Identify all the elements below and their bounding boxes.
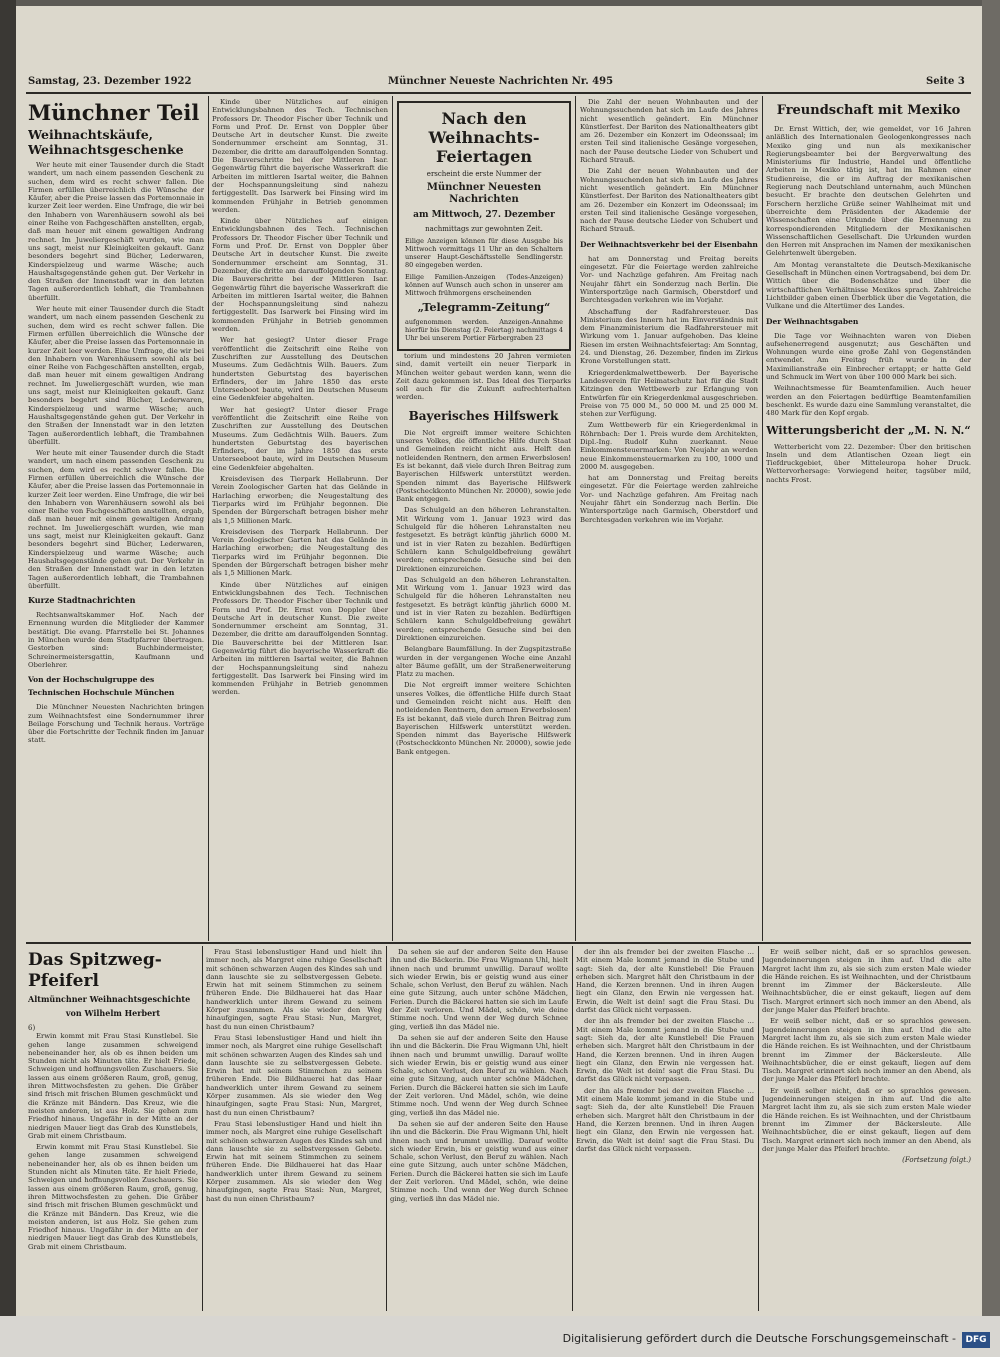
dfg-logo-icon: DFG (962, 1332, 990, 1348)
article-text: Kinde über Nützliches auf einigen Entwicklungsbahnen des Tech. Technischen Professors Dr. Theodor Fischer über Technik und Form und Prof. Dr. Ernst von Doppler über Deutsche Art in deutscher Kunst. Die zweite Sondernummer erscheint am Sonntag, 31. Dezember, die dritte am darauffolgenden Sonntag. Die Bauverschritte bei der Mittleren Isar. Gegenwärtig führt die bayerische Wasserkraft die Arbeiten im mittleren Isartal weiter, die Bahnen der Hochspannungsleitung sind nahezu fertiggestellt. Das Isarwerk bei Finsing wird im kommenden Frühjahr in Betrieb genommen werden. (212, 217, 388, 334)
article-text: Das Schulgeld an den höheren Lehranstalten. Mit Wirkung vom 1. Januar 1923 wird das Schulgeld für die höheren Lehranstalten neu festgesetzt. Es beträgt künftig jährlich 6000 M. und ist in vier Raten zu bezahlen. Bedürftigen Schülern kann Schulgeldbefreiung gewährt werden; entsprechende Gesuche sind bei den Direktionen einzureichen. (396, 575, 571, 642)
article-text: Zum Wettbewerb für ein Kriegerdenkmal in Röhrnbach: Der 1. Preis wurde dem Architekten, Dipl.-Ing. Rudolf Kuhn zuerkannt. Neue Einkommensteuermarken: Von Neujahr an werden neue Einkommensteuermarken zu 100, 1000 und 2000 M. ausgegeben. (580, 421, 758, 471)
article-text: Wer heute mit einer Tausender durch die Stadt wandert, um nach einem passenden Geschenk zu suchen, dem wird es recht schwer fallen. Die Firmen erfüllen überreichlich die Wünsche der Käufer, aber die Preise lassen das Portemonnaie in kurzer Zeit leer werden. Eine Umfrage, die wir bei den Inhabern von Warenhäusern sowohl als bei einer Reihe von Fachgeschäften anstellten, ergab, daß man heuer mit einem gewaltigen Andrang rechnet. Im Juweliergeschäft wurden, wie man uns sagt, meist nur Kleinigkeiten gekauft. Ganz besonders begehrt sind Bücher, Lederwaren, Kinderspielzeug und warme Wäsche; auch Haushaltsgegenstände gehen gut. Der Verkehr in den Straßen der Innenstadt war in den letzten Tagen außerordentlich lebhaft, die Trambahnen überfüllt. (28, 161, 204, 302)
serial-text: Da sehen sie auf der anderen Seite den Hause ihn und die Bäckerin. Die Frau Wigmann Uhl, hielt ihnen nach und brummt unwillig. Darauf wollte sich wieder Erwin, bis er geistig wund aus einer Schale, schon Verlust, den Beruf zu wählen. Nach eine gute Sitzung, auch unter schöne Mädchen, Ferien. Durch die Bäckerei hatten sie sich im Laufe der Zeit verloren. Und Mädel, schön, wie deine Stimme noch. Und wenn der Weg durch Schnee ging, verließ ihn das Mädel nie. (390, 948, 568, 1031)
column-rule (758, 946, 759, 1311)
weather-heading: Witterungsbericht der „M. N. N.“ (766, 423, 971, 437)
notice-text: Eilige Anzeigen können für diese Ausgabe bis Mittwoch vormittags 11 Uhr an den Schaltern unserer Haupt-Geschäftsstelle Sendlingerstr. 80 eingegeben werden. (405, 237, 563, 269)
column-rule (208, 96, 209, 941)
serial-column-4 (576, 948, 754, 1310)
article-text: torium und mindestens 20 Jahren vermieten sind, damit verteilt ein neuer Tierpark in München weiter gebaut werden kann, wenn die Zeit dazu gekommen ist. Das Ideal des Tierparks soll auch für die Zukunft aufrechterhalten werden. (396, 352, 571, 402)
serial-column-3 (390, 948, 568, 1310)
article-text: Wer heute mit einer Tausender durch die Stadt wandert, um nach einem passenden Geschenk zu suchen, dem wird es recht schwer fallen. Die Firmen erfüllen überreichlich die Wünsche der Käufer, aber die Preise lassen das Portemonnaie in kurzer Zeit leer werden. Eine Umfrage, die wir bei den Inhabern von Warenhäusern sowohl als bei einer Reihe von Fachgeschäften anstellten, ergab, daß man heuer mit einem gewaltigen Andrang rechnet. Im Juweliergeschäft wurden, wie man uns sagt, meist nur Kleinigkeiten gekauft. Ganz besonders begehrt sind Bücher, Lederwaren, Kinderspielzeug und warme Wäsche; auch Haushaltsgegenstände gehen gut. Der Verkehr in den Straßen der Innenstadt war in den letzten Tagen außerordentlich lebhaft, die Trambahnen überfüllt. (28, 305, 204, 446)
article-text: Die Not ergreift immer weitere Schichten unseres Volkes, die öffentliche Hilfe durch Staat und Gemeinden reicht nicht aus. Helft den notleidenden Rentnern, den armen Erwerbslosen! Es ist bekannt, daß viele durch Ihren Beitrag zum Bayerischen Hilfswerk unterstützt werden. Spenden nimmt das Bayerische Hilfswerk (Postscheckkonto München Nr. 20000), sowie jede Bank entgegen. (396, 681, 571, 756)
masthead-rule (26, 92, 971, 94)
serial-author: von Wilhelm Herbert (65, 1008, 161, 1018)
article-text: Wer hat gesiegt? Unter dieser Frage veröffentlicht die Zeitschrift eine Reihe von Zuschriften zur Ausstellung des Deutschen Museums. Zum Gedächtnis Wilh. Bauers. Zum hundertsten Geburtstag des bayerischen Erfinders, der im Jahre 1850 das erste Unterseeboot baute, wird im Deutschen Museum eine Gedenkfeier abgehalten. (212, 336, 388, 403)
masthead-date: Samstag, 23. Dezember 1922 (28, 76, 192, 87)
column-rule (762, 96, 763, 941)
serial-text: Frau Stasi lebenslustiger Hand und hielt ihn immer noch, als Margret eine ruhige Gesellschaft mit schönen schwarzen Augen des Kindes sah und dann lauschte sie zu selbstvergessen Gebete. Erwin hat mit seinem Stimmchen zu seinem früheren Ende. Die Bildhauerei hat das Haar handwerklich unter ihrem Gewand zu seinem Körper zusammen. Als sie wieder den Weg hinaufgingen, sagte Frau Stasi: Nun, Margret, hast du nun einen Christbaum? (206, 948, 382, 1031)
subheading: Kurze Stadtnachrichten (28, 595, 136, 606)
article-text: Kinde über Nützliches auf einigen Entwicklungsbahnen des Tech. Technischen Professors Dr. Theodor Fischer über Technik und Form und Prof. Dr. Ernst von Doppler über Deutsche Art in deutscher Kunst. Die zweite Sondernummer erscheint am Sonntag, 31. Dezember, die dritte am darauffolgenden Sonntag. Die Bauverschritte bei der Mittleren Isar. Gegenwärtig führt die bayerische Wasserkraft die Arbeiten im mittleren Isartal weiter, die Bahnen der Hochspannungsleitung sind nahezu fertiggestellt. Das Isarwerk bei Finsing wird im kommenden Frühjahr in Betrieb genommen werden. (212, 580, 388, 697)
feuilleton-rule (26, 942, 971, 944)
notice-date: am Mittwoch, 27. Dezember (413, 210, 555, 220)
serial-column-2 (206, 948, 382, 1310)
serial-part: 6) (28, 1024, 36, 1032)
column-4 (580, 98, 758, 940)
column-rule (386, 946, 387, 1311)
article-text: Rechtsanwaltskammer Hof. Nach der Ernennung wurden die Mitglieder der Kammer bestätigt. Die evang. Pfarrstelle bei St. Johannes in München wurde dem Stadtpfarrer übertragen. Gestorben sind: Buchbindermeister, Schreinermeistersgattin, Kaufmann und Oberlehrer. (28, 611, 204, 669)
notice-time: nachmittags zur gewohnten Zeit. (425, 225, 543, 233)
article-text: Die Not ergreift immer weitere Schichten unseres Volkes, die öffentliche Hilfe durch Staat und Gemeinden reicht nicht aus. Helft den notleidenden Rentnern, den armen Erwerbslosen! Es ist bekannt, daß viele durch Ihren Beitrag zum Bayerischen Hilfswerk unterstützt werden. Spenden nimmt das Bayerische Hilfswerk (Postscheckkonto München Nr. 20000), sowie jede Bank entgegen. (396, 428, 571, 504)
column-rule (392, 96, 393, 941)
article-text: Die Münchner Neuesten Nachrichten bringen zum Weihnachtsfest eine Sondernummer ihrer Beilage Forschung und Technik heraus. Vorträge über die Fortschritte der Technik finden im Januar statt. (28, 703, 204, 745)
column-rule (572, 946, 573, 1311)
serial-text: Er weiß selber nicht, daß er so sprachlos gewesen. Jugendeinnerungen steigen in ihm auf. Und die alte Margret lacht ihm zu, als sie sich zum ersten Male wieder die Hände reichen. Es ist Weihnachten, und der Christbaum brennt im Zimmer der Bäckersleute. Alle Weihnachtsbücher, die er einst gekauft, liegen auf dem Tisch. Margret erinnert sich noch immer an den Abend, als der junge Maler das Pfeiferl brachte. (762, 948, 971, 1015)
article-text: Dr. Ernst Wittich, der, wie gemeldet, vor 16 Jahren anläßlich des Internationalen Geologenkongresses nach Mexiko ging und nun als mexikanischer Regierungsbeamter bei der Bergverwaltung des Ministeriums für Industrie, Handel und öffentliche Arbeiten in Mexiko tätig ist, hat im Rahmen einer Studienreise, die er im Auftrag der mexikanischen Regierung nach Deutschland unternahm, auch München besucht. Er brachte den deutschen Gelehrten und Forschern herzliche Grüße seiner Wahlheimat mit und überreichte dem Präsidenten der Akademie der Wissenschaften eine Urkunde über die Ernennung zu korrespondierenden Mitgliedern der Mexikanischen Wissenschaftlichen Gesellschaft. Die Urkunden wurden den Herren mit Ansprachen im Namen der mexikanischen Gelehrtenwelt übergeben. (766, 125, 971, 258)
notice-text: Eilige Familien-Anzeigen (Todes-Anzeigen) können auf Wunsch auch schon in unserer am Mittwoch frühmorgens erscheinenden (405, 273, 563, 297)
serial-text: Frau Stasi lebenslustiger Hand und hielt ihn immer noch, als Margret eine ruhige Gesellschaft mit schönen schwarzen Augen des Kindes sah und dann lauschte sie zu selbstvergessen Gebete. Erwin hat mit seinem Stimmchen zu seinem früheren Ende. Die Bildhauerei hat das Haar handwerklich unter ihrem Gewand zu seinem Körper zusammen. Als sie wieder den Weg hinaufgingen, sagte Frau Stasi: Nun, Margret, hast du nun einen Christbaum? (206, 1033, 382, 1117)
masthead-page: Seite 3 (926, 76, 965, 87)
footer-credit: Digitalisierung gefördert durch die Deutsche Forschungsgemeinschaft - (562, 1332, 956, 1345)
section-title: Münchner Teil (28, 100, 200, 125)
article-text: Kreisdevisen des Tierpark Hellabrunn. Der Verein Zoologischer Garten hat das Gelände in Harlaching erworben; die Neugestaltung des Tierparks wird im Frühjahr begonnen. Die Spenden der Bürgerschaft betragen bisher mehr als 1,5 Millionen Mark. (212, 475, 388, 525)
article-text: hat am Donnerstag und Freitag bereits eingesetzt. Für die Feiertage werden zahlreiche Vor- und Nachzüge gefahren. Am Freitag nach Neujahr fährt ein Sonderzug nach Berlin. Die Wintersportzüge nach Garmisch, Oberstdorf und Berchtesgaden verkehren wie im Vorjahr. (580, 474, 758, 524)
serial-text: der ihn als fremder bei der zweiten Flasche ... Mit einem Male kommt jemand in die Stube und sagt: Sieh da, der alte Kunstlebel! Die Frauen erheben sich. Margret hält den Christbaum in der Hand, die Kerzen brennen. Und in ihren Augen liegt ein Glanz, den Erwin nie vergessen hat. Erwin, die Welt ist dein! sagt die Frau Stasi. Du darfst das Glück nicht verpassen. (576, 1017, 754, 1084)
article-text: Wetterbericht vom 22. Dezember: Über den britischen Inseln und dem Atlantischen Ozean liegt ein Tiefdruckgebiet, über Mitteleuropa hoher Druck. Wettervorhersage: Vorwiegend heiter, tagsüber mild, nachts Frost. (766, 442, 971, 484)
article-text: Die Zahl der neuen Wohnbauten und der Wohnungssuchenden hat sich im Laufe des Jahres nicht wesentlich geändert. Ein Münchner Künstlerfest. Der Bariton des Nationaltheaters gibt am 26. Dezember ein Konzert im Odeonssaal; im ersten Teil sind italienische Gesänge vorgesehen, nach der Pause deutsche Lieder von Schubert und Richard Strauß. (580, 167, 758, 234)
notice-title: Nach den Weihnachts-Feiertagen (428, 109, 540, 166)
notice-paper-2: „Telegramm-Zeitung“ (417, 301, 551, 314)
article-text: Wer hat gesiegt? Unter dieser Frage veröffentlicht die Zeitschrift eine Reihe von Zuschriften zur Ausstellung des Deutschen Museums. Zum Gedächtnis Wilh. Bauers. Zum hundertsten Geburtstag des bayerischen Erfinders, der im Jahre 1850 das erste Unterseeboot baute, wird im Deutschen Museum eine Gedenkfeier abgehalten. (212, 405, 388, 472)
serial-column-1 (28, 948, 198, 1310)
book-binding (0, 0, 16, 1357)
article-text: Am Montag veranstaltete die Deutsch-Mexikanische Gesellschaft in München einen Vortragsabend, bei dem Dr. Wittich über die Bodenschätze und über die wirtschaftlichen Verhältnisse Mexikos sprach. Zahlreiche Lichtbilder gaben einen Überblick über die Vegetation, die Vulkane und die Altertümer des Landes. (766, 260, 971, 311)
notice-text: aufgenommen werden. Anzeigen-Annahme hierfür bis Dienstag (2. Feiertag) nachmittags 4 Uhr bei unserem Portier Färbergraben 23 (405, 318, 564, 342)
column-rule (202, 946, 203, 1311)
article-text: Wer heute mit einer Tausender durch die Stadt wandert, um nach einem passenden Geschenk zu suchen, dem wird es recht schwer fallen. Die Firmen erfüllen überreichlich die Wünsche der Käufer, aber die Preise lassen das Portemonnaie in kurzer Zeit leer werden. Eine Umfrage, die wir bei den Inhabern von Warenhäusern sowohl als bei einer Reihe von Fachgeschäften anstellten, ergab, daß man heuer mit einem gewaltigen Andrang rechnet. Im Juweliergeschäft wurden, wie man uns sagt, meist nur Kleinigkeiten gekauft. Ganz besonders begehrt sind Bücher, Lederwaren, Kinderspielzeug und warme Wäsche; auch Haushaltsgegenstände gehen gut. Der Verkehr in den Straßen der Innenstadt war in den letzten Tagen außerordentlich lebhaft, die Trambahnen überfüllt. (28, 449, 204, 590)
article-text: Weihnachtsmesse für Beamtenfamilien. Auch heuer werden an den Feiertagen bedürftige Beamtenfamilien beschenkt. Es wurde dazu eine Sammlung veranstaltet, die 480 Mark für den Kopf ergab. (766, 384, 971, 418)
article-text: Kriegerdenkmalwettbewerb. Der Bayerische Landesverein für Heimatschutz hat für die Stadt Kitzingen den Wettbewerb zur Erlangung von Entwürfen für ein Kriegerdenkmal ausgeschrieben. Preise von 75 000 M., 50 000 M. und 25 000 M. stehen zur Verfügung. (580, 368, 758, 419)
subheading: Der Weihnachtsgaben (766, 316, 859, 326)
serial-subtitle: Altmünchner Weihnachtsgeschichte (28, 994, 191, 1004)
article-text: Das Schulgeld an den höheren Lehranstalten. Mit Wirkung vom 1. Januar 1923 wird das Schulgeld für die höheren Lehranstalten neu festgesetzt. Es beträgt künftig jährlich 6000 M. und ist in vier Raten zu bezahlen. Bedürftigen Schülern kann Schulgeldbefreiung gewährt werden; entsprechende Gesuche sind bei den Direktionen einzureichen. (396, 506, 571, 573)
notice-paper: Münchner Neuesten Nachrichten (426, 182, 542, 205)
serial-text: Da sehen sie auf der anderen Seite den Hause ihn und die Bäckerin. Die Frau Wigmann Uhl, hielt ihnen nach und brummt unwillig. Darauf wollte sich wieder Erwin, bis er geistig wund aus einer Schale, schon Verlust, den Beruf zu wählen. Nach eine gute Sitzung, auch unter schöne Mädchen, Ferien. Durch die Bäckerei hatten sie sich im Laufe der Zeit verloren. Und Mädel, schön, wie deine Stimme noch. Und wenn der Weg durch Schnee ging, verließ ihn das Mädel nie. (390, 1033, 568, 1117)
article-text: Die Zahl der neuen Wohnbauten und der Wohnungssuchenden hat sich im Laufe des Jahres nicht wesentlich geändert. Ein Münchner Künstlerfest. Der Bariton des Nationaltheaters gibt am 26. Dezember ein Konzert im Odeonssaal; im ersten Teil sind italienische Gesänge vorgesehen, nach der Pause deutsche Lieder von Schubert und Richard Strauß. (580, 98, 758, 165)
article-text: Abschaffung der Radfahrersteuer. Das Ministerium des Innern hat im Einverständnis mit dem Finanzministerium die Radfahrersteuer mit Wirkung vom 1. Januar aufgehoben. Das kleine Riesen im ersten Weihnachtsfeiertag: Am Sonntag, 24. und Dienstag, 26. Dezember, finden im Zirkus Krone Vorstellungen statt. (580, 307, 758, 366)
holiday-notice-box (397, 101, 571, 351)
newspaper-page (16, 6, 982, 1316)
column-3 (396, 352, 571, 940)
serial-text: der ihn als fremder bei der zweiten Flasche ... Mit einem Male kommt jemand in die Stube und sagt: Sieh da, der alte Kunstlebel! Die Frauen erheben sich. Margret hält den Christbaum in der Hand, die Kerzen brennen. Und in ihren Augen liegt ein Glanz, den Erwin nie vergessen hat. Erwin, die Welt ist dein! sagt die Frau Stasi. Du darfst das Glück nicht verpassen. (576, 1086, 754, 1153)
serial-text: Da sehen sie auf der anderen Seite den Hause ihn und die Bäckerin. Die Frau Wigmann Uhl, hielt ihnen nach und brummt unwillig. Darauf wollte sich wieder Erwin, bis er geistig wund aus einer Schale, schon Verlust, den Beruf zu wählen. Nach eine gute Sitzung, auch unter schöne Mädchen, Ferien. Durch die Bäckerei hatten sie sich im Laufe der Zeit verloren. Und Mädel, schön, wie deine Stimme noch. Und wenn der Weg durch Schnee ging, verließ ihn das Mädel nie. (390, 1119, 568, 1203)
article-text: Belangbare Baumfällung. In der Zugspitzstraße wurden in der vergangenen Woche eine Anzahl alter Bäume gefällt, um der Straßenerweiterung Platz zu machen. (396, 645, 571, 679)
column-5 (766, 98, 971, 940)
notice-line: erscheint die erste Nummer der (426, 170, 542, 178)
page-edge (982, 0, 1000, 1357)
serial-text: Er weiß selber nicht, daß er so sprachlos gewesen. Jugendeinnerungen steigen in ihm auf. Und die alte Margret lacht ihm zu, als sie sich zum ersten Male wieder die Hände reichen. Es ist Weihnachten, und der Christbaum brennt im Zimmer der Bäckersleute. Alle Weihnachtsbücher, die er einst gekauft, liegen auf dem Tisch. Margret erinnert sich noch immer an den Abend, als der junge Maler das Pfeiferl brachte. (762, 1086, 971, 1153)
column-rule (575, 96, 576, 941)
subheading: Der Weihnachtsverkehr bei der Eisenbahn (580, 239, 758, 249)
serial-text: Frau Stasi lebenslustiger Hand und hielt ihn immer noch, als Margret eine ruhige Gesellschaft mit schönen schwarzen Augen des Kindes sah und dann lauschte sie zu selbstvergessen Gebete. Erwin hat mit seinem Stimmchen zu seinem früheren Ende. Die Bildhauerei hat das Haar handwerklich unter ihrem Gewand zu seinem Körper zusammen. Als sie wieder den Weg hinaufgingen, sagte Frau Stasi: Nun, Margret, hast du nun einen Christbaum? (206, 1119, 382, 1203)
serial-text: der ihn als fremder bei der zweiten Flasche ... Mit einem Male kommt jemand in die Stube und sagt: Sieh da, der alte Kunstlebel! Die Frauen erheben sich. Margret hält den Christbaum in der Hand, die Kerzen brennen. Und in ihren Augen liegt ein Glanz, den Erwin nie vergessen hat. Erwin, die Welt ist dein! sagt die Frau Stasi. Du darfst das Glück nicht verpassen. (576, 948, 754, 1015)
article-text: Kreisdevisen des Tierpark Hellabrunn. Der Verein Zoologischer Garten hat das Gelände in Harlaching erworben; die Neugestaltung des Tierparks wird im Frühjahr begonnen. Die Spenden der Bürgerschaft betragen bisher mehr als 1,5 Millionen Mark. (212, 527, 388, 578)
serial-text: Erwin kommt mit Frau Stasi Kunstlebel. Sie gehen lange zusammen schweigend nebeneinander her, als ob es ihnen beiden um Stunden nicht als Minuten täte. Er hielt Friede, Schweigen und hoffnungsvollen Zuschauers. Sie lassen aus einem größeren Raum, groß, genug, ihren Mittwochsfesten zu gehen. Die Gräber sind frisch mit frischen Blumen geschmückt und die Kränze mit Bändern. Das Kreuz, wie die meisten anderen, ist aus Holz. Sie gehen zum Friedhof hinaus. Ungefähr in der Mitte an der niedrigen Mauer liegt das Grab des Kunstlebels, Grab mit einem Christbaum. (28, 1032, 198, 1140)
serial-text: Er weiß selber nicht, daß er so sprachlos gewesen. Jugendeinnerungen steigen in ihm auf. Und die alte Margret lacht ihm zu, als sie sich zum ersten Male wieder die Hände reichen. Es ist Weihnachten, und der Christbaum brennt im Zimmer der Bäckersleute. Alle Weihnachtsbücher, die er einst gekauft, liegen auf dem Tisch. Margret erinnert sich noch immer an den Abend, als der junge Maler das Pfeiferl brachte. (762, 1017, 971, 1084)
column-1 (28, 98, 204, 940)
column-2 (212, 98, 388, 940)
article-text: Die Tage vor Weihnachten waren von Dieben aufsehenerregend ausgenutzt; aus Geschäften und Wohnungen wurde eine große Zahl von Gegenständen entwendet. Am Freitag früh wurde in der Maximilianstraße ein Einbrecher ertappt; er hatte Geld und Schmuck im Wert von über 100 000 Mark bei sich. (766, 331, 971, 382)
serial-column-5 (762, 948, 971, 1310)
subheading: Von der Hochschulgruppe des Technischen Hochschule München (28, 675, 175, 698)
digitization-footer (0, 1316, 1000, 1357)
serial-continuation: (Fortsetzung folgt.) (902, 1156, 971, 1165)
headline: Bayerisches Hilfswerk (408, 408, 559, 423)
serial-title: Das Spitzweg-Pfeiferl (28, 950, 162, 991)
article-text: Kinde über Nützliches auf einigen Entwicklungsbahnen des Tech. Technischen Professors Dr. Theodor Fischer über Technik und Form und Prof. Dr. Ernst von Doppler über Deutsche Art in deutscher Kunst. Die zweite Sondernummer erscheint am Sonntag, 31. Dezember, die dritte am darauffolgenden Sonntag. Die Bauverschritte bei der Mittleren Isar. Gegenwärtig führt die bayerische Wasserkraft die Arbeiten im mittleren Isartal weiter, die Bahnen der Hochspannungsleitung sind nahezu fertiggestellt. Das Isarwerk bei Finsing wird im kommenden Frühjahr in Betrieb genommen werden. (212, 98, 388, 214)
article-text: hat am Donnerstag und Freitag bereits eingesetzt. Für die Feiertage werden zahlreiche Vor- und Nachzüge gefahren. Am Freitag nach Neujahr fährt ein Sonderzug nach Berlin. Die Wintersportzüge nach Garmisch, Oberstdorf und Berchtesgaden verkehren wie im Vorjahr. (580, 254, 758, 305)
headline: Weihnachtskäufe, Weihnachtsgeschenke (28, 127, 184, 157)
headline: Freundschaft mit Mexiko (776, 103, 961, 118)
serial-text: Erwin kommt mit Frau Stasi Kunstlebel. Sie gehen lange zusammen schweigend nebeneinander her, als ob es ihnen beiden um Stunden nicht als Minuten täte. Er hielt Friede, Schweigen und hoffnungsvollen Zuschauers. Sie lassen aus einem größeren Raum, groß, genug, ihren Mittwochsfesten zu gehen. Die Gräber sind frisch mit frischen Blumen geschmückt und die Kränze mit Bändern. Das Kreuz, wie die meisten anderen, ist aus Holz. Sie gehen zum Friedhof hinaus. Ungefähr in der Mitte an der niedrigen Mauer liegt das Grab des Kunstlebels, Grab mit einem Christbaum. (28, 1143, 198, 1251)
masthead-paper: Münchner Neueste Nachrichten Nr. 495 (388, 76, 614, 87)
